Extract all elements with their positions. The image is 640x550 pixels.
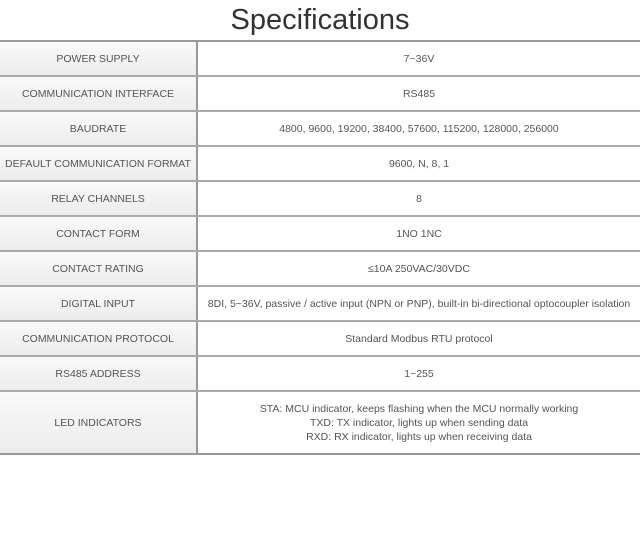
table-row bbox=[0, 251, 640, 286]
spec-value: 8 bbox=[197, 181, 640, 216]
led-line: RXD: RX indicator, lights up when receiving data bbox=[306, 430, 532, 443]
led-line: TXD: TX indicator, lights up when sending data bbox=[309, 416, 529, 429]
spec-value: 7~36V bbox=[197, 41, 640, 76]
spec-label: DEFAULT COMMUNICATION FORMAT bbox=[0, 146, 197, 181]
spec-label: DIGITAL INPUT bbox=[0, 286, 197, 321]
spec-value: Standard Modbus RTU protocol bbox=[197, 321, 640, 356]
table-row bbox=[0, 216, 640, 251]
table-row bbox=[0, 111, 640, 146]
table-row bbox=[0, 286, 640, 321]
table-row bbox=[0, 181, 640, 216]
spec-value: 4800, 9600, 19200, 38400, 57600, 115200, 128000, 256000 bbox=[197, 111, 640, 146]
table-row bbox=[0, 356, 640, 391]
table-row bbox=[0, 41, 640, 76]
spec-label: CONTACT FORM bbox=[0, 216, 197, 251]
table-row bbox=[0, 76, 640, 111]
specifications-table bbox=[0, 40, 640, 455]
spec-label: POWER SUPPLY bbox=[0, 41, 197, 76]
spec-value: 1NO 1NC bbox=[197, 216, 640, 251]
spec-label: CONTACT RATING bbox=[0, 251, 197, 286]
spec-label: BAUDRATE bbox=[0, 111, 197, 146]
spec-value: ≤10A 250VAC/30VDC bbox=[197, 251, 640, 286]
spec-value: 1~255 bbox=[197, 356, 640, 391]
spec-value: 8DI, 5~36V, passive / active input (NPN or PNP), built-in bi-directional optocoupler isolation bbox=[197, 286, 640, 321]
spec-label: LED INDICATORS bbox=[0, 391, 197, 454]
page-title: Specifications bbox=[230, 4, 410, 36]
spec-value bbox=[197, 391, 640, 454]
table-row bbox=[0, 391, 640, 454]
spec-label: COMMUNICATION PROTOCOL bbox=[0, 321, 197, 356]
spec-value: 9600, N, 8, 1 bbox=[197, 146, 640, 181]
spec-label: RELAY CHANNELS bbox=[0, 181, 197, 216]
spec-label: RS485 ADDRESS bbox=[0, 356, 197, 391]
spec-value: RS485 bbox=[197, 76, 640, 111]
spec-label: COMMUNICATION INTERFACE bbox=[0, 76, 197, 111]
led-line: STA: MCU indicator, keeps flashing when the MCU normally working bbox=[259, 402, 579, 415]
table-row bbox=[0, 321, 640, 356]
table-row bbox=[0, 146, 640, 181]
